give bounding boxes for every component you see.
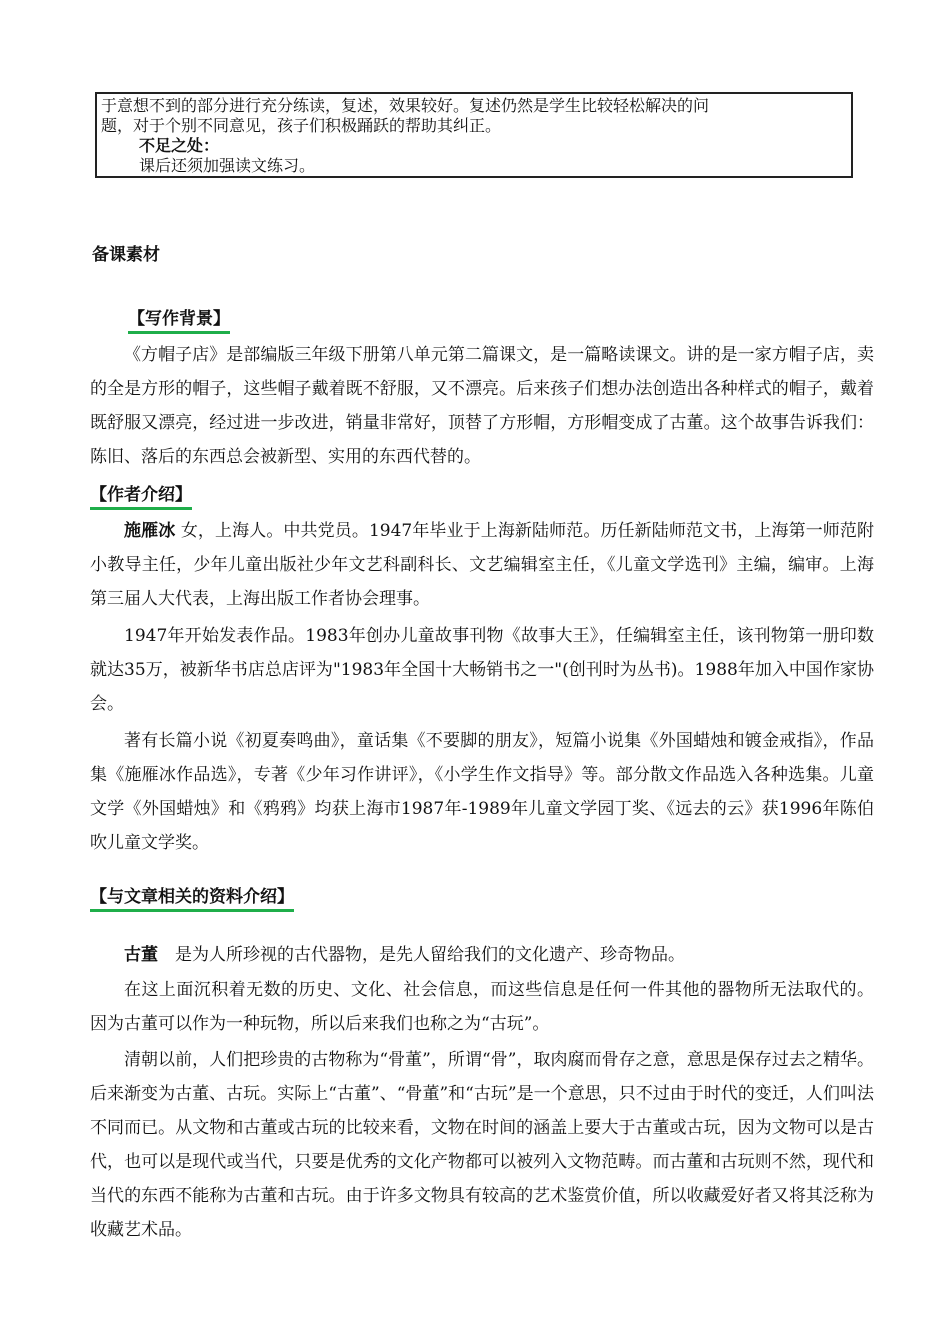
shortcomings-text: 课后还须加强读文练习。	[139, 156, 316, 175]
related-paragraph-3: 清朝以前，人们把珍贵的古物称为“骨董”，所谓“骨”，取肉腐而骨存之意，意思是保存过去之精华。后来渐变为古董、古玩。实际上“古董”、“骨董”和“古玩”是一个意思，只不过由于时代的变迁，人们叫法不同而已。从文物和古董或古玩的比较来看，文物在时间的涵盖上要大于古董或古玩，因为文物可以是古代，也可以是现代或当代，只要是优秀的文化产物都可以被列入文物范畴。而古董和古玩则不然，现代和当代的东西不能称为古董和古玩。由于许多文物具有较高的艺术鉴赏价值，所以收藏爱好者又将其泛称为收藏艺术品。	[90, 1050, 874, 1240]
author-paragraph-3: 著有长篇小说《初夏奏鸣曲》，童话集《不要脚的朋友》，短篇小说集《外国蜡烛和镀金戒指》，作品集《施雁冰作品选》，专著《少年习作讲评》，《小学生作文指导》等。部分散文作品选入各种选集。儿童文学《外国蜡烛》和《鸦鸦》均获上海市1987年-1989年儿童文学园丁奖、《远去的云》获1996年陈伯吹儿童文学奖。	[90, 731, 874, 853]
author-tag: 【作者介绍】	[90, 484, 192, 506]
related-info-tag: 【与文章相关的资料介绍】	[90, 886, 294, 908]
shortcomings-heading: 不足之处：	[139, 136, 220, 155]
reflection-line-2: 题，对于个别不同意见，孩子们积极踊跃的帮助其纠正。	[101, 116, 502, 135]
tag-underline	[90, 507, 192, 510]
antique-term: 古董	[124, 945, 158, 965]
related-paragraph-1: 古董 是为人所珍视的古代器物，是先人留给我们的文化遗产、珍奇物品。	[124, 945, 685, 965]
reflection-line-1: 于意想不到的部分进行充分练读，复述，效果较好。复述仍然是学生比较轻松解决的问	[101, 96, 710, 115]
reflection-box	[95, 92, 853, 178]
author-name: 施雁冰	[124, 521, 176, 541]
related-paragraph-2: 在这上面沉积着无数的历史、文化、社会信息，而这些信息是任何一件其他的器物所无法取代的。 因为古董可以作为一种玩物，所以后来我们也称之为“古玩”。	[90, 980, 874, 1034]
section-title: 备课素材	[92, 245, 160, 265]
tag-underline	[128, 331, 230, 334]
author-paragraph-1: 施雁冰 女，上海人。中共党员。1947年毕业于上海新陆师范。历任新陆师范文书，上海第一师范附小教导主任，少年儿童出版社少年文艺科副科长、文艺编辑室主任，《儿童文学选刊》主编，编审。上海第三届人大代表，上海出版工作者协会理事。	[90, 521, 874, 609]
writing-background-tag: 【写作背景】	[128, 308, 230, 330]
writing-background-paragraph: 《方帽子店》是部编版三年级下册第八单元第二篇课文，是一篇略读课文。讲的是一家方帽子店，卖的全是方形的帽子，这些帽子戴着既不舒服，又不漂亮。后来孩子们想办法创造出各种样式的帽子，戴着既舒服又漂亮，经过进一步改进，销量非常好，顶替了方形帽，方形帽变成了古董。这个故事告诉我们：陈旧、落后的东西总会被新型、实用的东西代替的。	[90, 345, 874, 467]
tag-underline	[90, 909, 294, 912]
author-paragraph-2: 1947年开始发表作品。1983年创办儿童故事刊物《故事大王》，任编辑室主任，该刊物第一册印数就达35万，被新华书店总店评为"1983年全国十大畅销书之一"(创刊时为丛书)。1988年加入中国作家协会。	[90, 626, 874, 714]
